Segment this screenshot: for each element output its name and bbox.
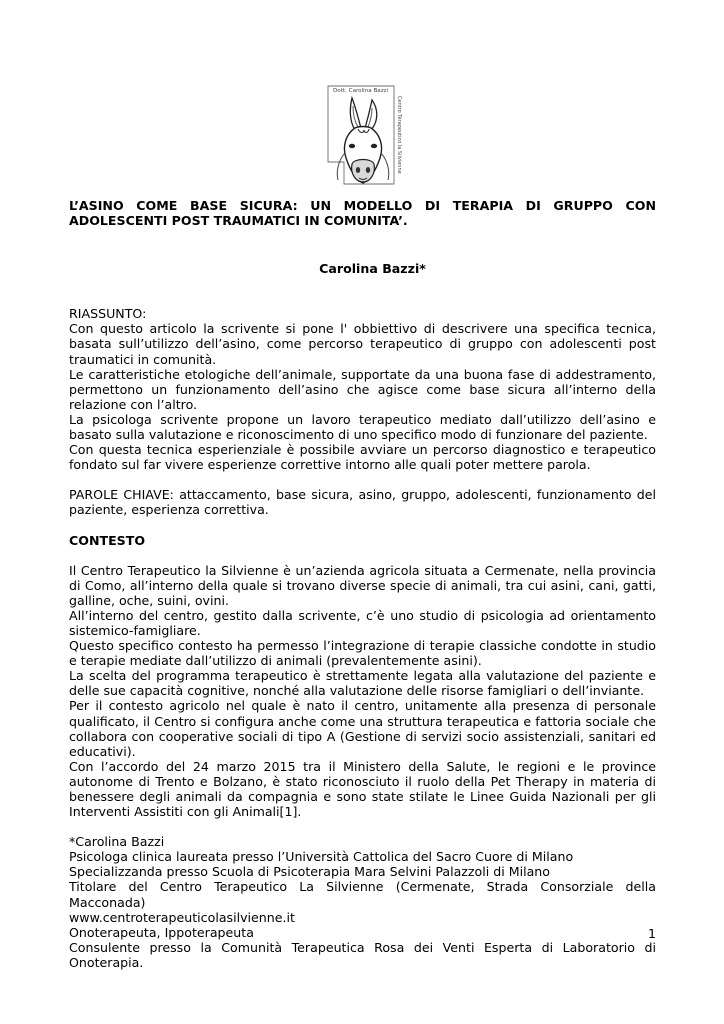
donkey-logo (322, 84, 404, 192)
abstract-paragraph: Con questo articolo la scrivente si pone l' obbiettivo di descrivere una specifica tecnica, basata sull’utilizzo dell’asino, come percorso terapeutico di gruppo con adolescenti post traumatici in comunità. (69, 321, 656, 367)
document-body (69, 198, 656, 970)
page-number: 1 (648, 926, 657, 941)
footnote-line: Specializzanda presso Scuola di Psicoterapia Mara Selvini Palazzoli di Milano (69, 864, 550, 880)
footnote-line: Psicologa clinica laureata presso l’Università Cattolica del Sacro Cuore di Milano (69, 849, 574, 865)
context-paragraph: All’interno del centro, gestito dalla scrivente, c’è uno studio di psicologia ad orientamento sistemico-famigliare. (69, 607, 656, 638)
context-paragraph: Per il contesto agricolo nel quale è nato il centro, unitamente alla presenza di personale qualificato, il Centro si configura anche come una struttura terapeutica e fattoria sociale che collabora con cooperative sociali di tipo A (Gestione di servizi socio assistenziali, sanitari ed educativi). (69, 698, 656, 759)
section-heading-contesto: CONTESTO (69, 532, 146, 548)
abstract-section (69, 306, 656, 472)
abstract-paragraph: La psicologa scrivente propone un lavoro terapeutico mediato dall’utilizzo dell’asino e basato sulla valutazione e riconoscimento di uno specifico modo di funzionare del paziente. (69, 411, 656, 443)
author-name: Carolina Bazzi* (319, 261, 426, 277)
context-section (69, 563, 656, 820)
abstract-paragraph: Le caratteristiche etologiche dell’animale, supportate da una buona fase di addestramento, permettono un funzionamento dell’asino che agisce come base sicura all’interno della relazione con l’altro. (69, 366, 656, 412)
context-paragraph: La scelta del programma terapeutico è strettamente legata alla valutazione del paziente e delle sue capacità cognitive, nonché alla valutazione delle risorse famigliari o dell’inviante. (69, 668, 656, 699)
abstract-paragraph: Con questa tecnica esperienziale è possibile avviare un percorso diagnostico e terapeutico fondato sul far vivere esperienze correttive intorno alle quali poter mettere parola. (69, 442, 656, 473)
footnote-line: Onoterapeuta, Ippoterapeuta (69, 924, 254, 940)
author-footnote (69, 834, 656, 970)
context-paragraph: Questo specifico contesto ha permesso l’integrazione di terapie classiche condotte in studio e terapie mediate dall’utilizzo di animali (prevalentemente asini). (69, 638, 656, 669)
keywords: PAROLE CHIAVE: attaccamento, base sicura, asino, gruppo, adolescenti, funzionamento del paziente, esperienza correttiva. (69, 487, 656, 518)
svg-text:Centro Terapeutico la Silvienn: Centro Terapeutico la Silvienne (396, 96, 402, 174)
abstract-heading: RIASSUNTO: (69, 306, 147, 322)
svg-text:Dott. Carolina Bazzi: Dott. Carolina Bazzi (333, 88, 389, 94)
footnote-line: Consulente presso la Comunità Terapeutica Rosa dei Venti Esperta di Laboratorio di Onoterapia. (69, 939, 656, 970)
footnote-line: *Carolina Bazzi (69, 834, 165, 850)
footnote-line: Titolare del Centro Terapeutico La Silvienne (Cermenate, Strada Consorziale della Macconada) (69, 879, 656, 910)
context-paragraph: Con l’accordo del 24 marzo 2015 tra il Ministero della Salute, le regioni e le province autonome di Trento e Bolzano, è stato riconosciuto il ruolo della Pet Therapy in materia di benessere degli animali da compagnia e sono state stilate le Linee Guida Nazionali per gli Interventi Assistiti con gli Animali[1]. (69, 758, 656, 820)
context-paragraph: Il Centro Terapeutico la Silvienne è un’azienda agricola situata a Cermenate, nella provincia di Como, all’interno della quale si trovano diverse specie di animali, tra cui asini, cani, gatti, galline, oche, suini, ovini. (69, 562, 656, 608)
footnote-link[interactable]: www.centroterapeuticolasilvienne.it (69, 909, 295, 925)
document-title: L’ASINO COME BASE SICURA: UN MODELLO DI TERAPIA DI GRUPPO CON ADOLESCENTI POST TRAUMATICI IN COMUNITA’. (69, 198, 656, 229)
